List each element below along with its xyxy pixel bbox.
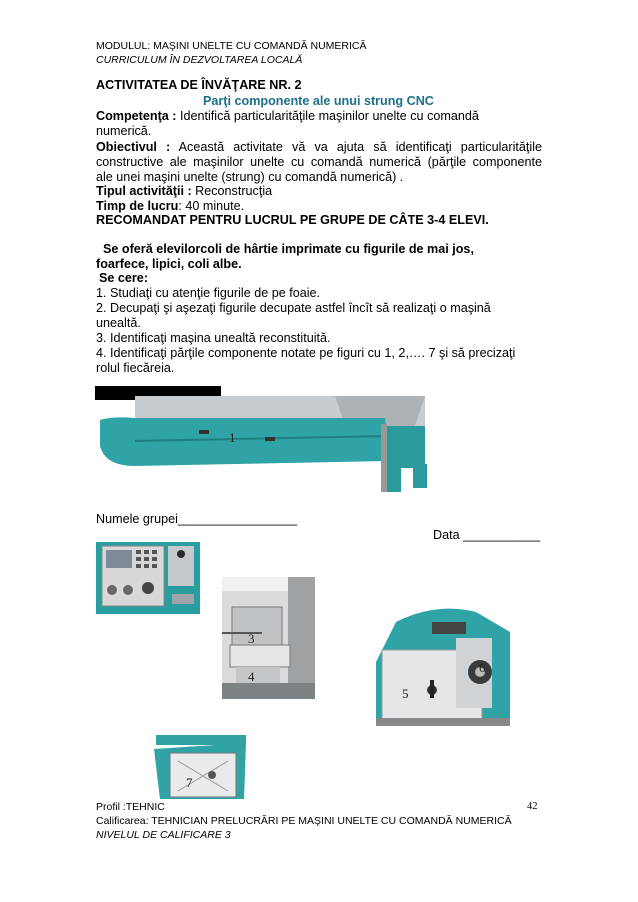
group-name-label: Numele grupei [96, 512, 178, 526]
steps-list [96, 286, 546, 376]
date-label: Data [433, 528, 460, 542]
objective-line2: constructive ale maşinilor unelte cu comandă numerică (părţile componente [96, 155, 542, 169]
module-header: MODULUL: MAŞINI UNELTE CU COMANDĂ NUMERICĂ [96, 40, 367, 52]
group-name-blank: _________________ [177, 512, 297, 526]
group-name-field [96, 512, 297, 527]
competence-text-2: numerică. [96, 124, 152, 138]
activity-title: ACTIVITATEA DE ÎNVĂŢARE NR. 2 [96, 78, 302, 92]
figure-number-5: 5 [402, 686, 409, 701]
page-number: 42 [527, 801, 538, 812]
figure-number-3: 3 [248, 631, 255, 646]
required-label: Se cere: [99, 271, 149, 285]
time-label: Timp de lucru [96, 199, 179, 213]
control-panel-image [96, 542, 200, 614]
step-3: 3. Identificaţi maşina unealtă reconstituită. [96, 331, 331, 345]
time-value: : 40 minute. [178, 199, 245, 213]
work-time [96, 199, 244, 214]
objective-line3: ale unei maşini unelte (strung) cu comandă numerică) . [96, 170, 404, 184]
carriage-image [148, 735, 252, 800]
type-label: Tipul activităţii : [96, 184, 192, 198]
step-1: 1. Studiaţi cu atenţie figurile de pe foaie. [96, 286, 321, 300]
step-4: 4. Identificaţi părţile componente notate pe figuri cu 1, 2,…. 7 şi să precizaţi [96, 346, 516, 360]
competence-paragraph [96, 109, 542, 139]
materials-line1: Se oferă elevilorcoli de hârtie imprimate cu figurile de mai jos, [103, 242, 474, 256]
objective-paragraph [96, 140, 542, 185]
date-field [433, 528, 540, 543]
activity-subtitle: Parţi componente ale unui strung CNC [203, 94, 434, 108]
activity-type [96, 184, 272, 199]
figure-number-1: 1 [229, 430, 236, 445]
step-2: 2. Decupaţi şi aşezaţi figurile decupate astfel încît să realizaţi o maşină [96, 301, 491, 315]
objective-label: Obiectivul : [96, 140, 171, 154]
competence-label: Competenţa : [96, 109, 177, 123]
step-2-cont: unealtă. [96, 316, 141, 330]
footer-qualification: Calificarea: TEHNICIAN PRELUCRĂRI PE MAŞINI UNELTE CU COMANDĂ NUMERICĂ [96, 815, 512, 827]
headstock-image [376, 602, 510, 726]
competence-text: Identifică particularităţile maşinilor unelte cu comandă [176, 109, 479, 123]
group-recommendation: RECOMANDAT PENTRU LUCRUL PE GRUPE DE CÂTE 3-4 ELEVI. [96, 213, 489, 227]
tool-post-image [222, 577, 315, 699]
lathe-base-image [95, 386, 435, 496]
figure-number-6: 6 [479, 660, 486, 675]
objective-line1: Această activitate vă va ajuta să identificaţi particularităţile [170, 140, 543, 154]
figure-number-7: 7 [186, 775, 193, 790]
footer-level: NIVELUL DE CALIFICARE 3 [96, 829, 231, 841]
figure-number-4: 4 [248, 669, 255, 684]
curriculum-header: CURRICULUM ÎN DEZVOLTAREA LOCALĂ [96, 54, 303, 66]
materials-line2: foarfece, lipici, coli albe. [96, 257, 242, 271]
step-4-cont: rolul fiecăreia. [96, 361, 175, 375]
footer-profile: Profil :TEHNIC [96, 801, 165, 813]
date-blank: ___________ [463, 528, 541, 542]
type-value: Reconstrucţia [191, 184, 273, 198]
